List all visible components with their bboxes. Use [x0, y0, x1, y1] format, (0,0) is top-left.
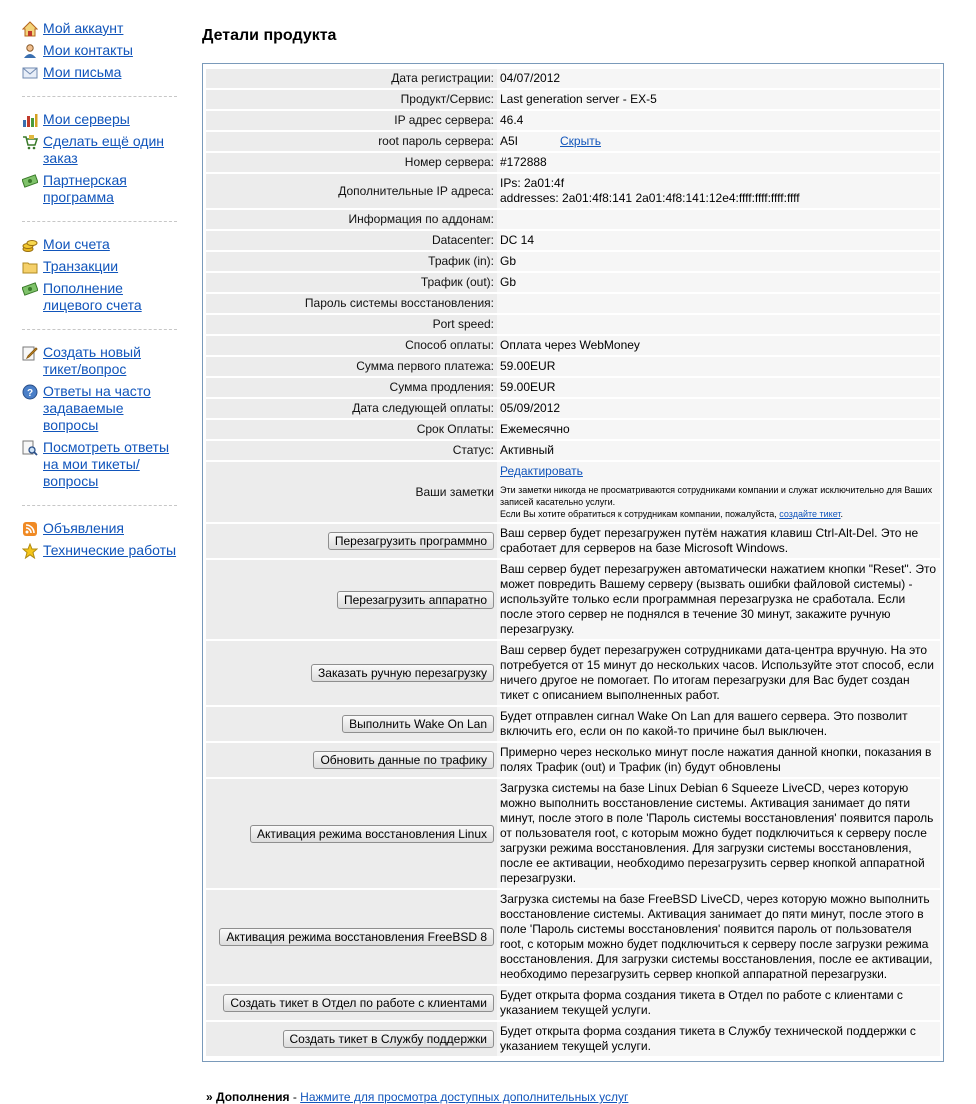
addons-heading: » Дополнения [206, 1090, 290, 1104]
star-icon [22, 543, 38, 559]
detail-value [497, 210, 940, 229]
detail-value [497, 294, 940, 313]
detail-row-root-password [206, 132, 940, 151]
page-title: Детали продукта [202, 27, 337, 44]
root-password-value: A5I [500, 134, 519, 148]
nav-group-support [22, 340, 177, 506]
action-button-cell [206, 524, 497, 558]
nav-group-servers [22, 107, 177, 222]
help-icon [22, 384, 38, 400]
notes-contact-text: Если Вы хотите обратиться к сотрудникам компании, пожалуйста, [500, 509, 777, 519]
action-row-hard-reboot [206, 560, 940, 639]
sidebar-item-transactions[interactable]: Транзакции [22, 258, 177, 275]
action-description: Примерно через несколько минут после нажатия данной кнопки, показания в полях Трафик (out) и Трафик (in) будут обновлены [497, 743, 940, 777]
status-value: Активный [497, 441, 940, 460]
action-description: Ваш сервер будет перезагружен сотрудниками дата-центра вручную. На это потребуется от 15 минут до нескольких часов. Используйте этот способ, если ничего другое не помогает. По итогам перезагрузки для Вас будет создан тикет с описанием выполненных работ. [497, 641, 940, 705]
detail-label: Дополнительные IP адреса: [206, 174, 497, 208]
create-ticket-link[interactable]: создайте тикет [779, 509, 841, 519]
detail-value: Оплата через WebMoney [497, 336, 940, 355]
action-description: Будет отправлен сигнал Wake On Lan для вашего сервера. Это позволит включить его, если он по какой-то причине был выключен. [497, 707, 940, 741]
detail-label: Статус: [206, 441, 497, 460]
sidebar-item-my-contacts[interactable]: Мои контакты [22, 42, 177, 59]
detail-value: Ежемесячно [497, 420, 940, 439]
action-description: Ваш сервер будет перезагружен путём нажатия клавиш Ctrl-Alt-Del. Это не сработает для серверов на базе Microsoft Windows. [497, 524, 940, 558]
extra-ips-prefix: addresses: 2a01:4f8:141 [500, 191, 633, 205]
detail-row-next-due [206, 399, 940, 418]
detail-row-port-speed [206, 315, 940, 334]
sidebar-item-new-ticket[interactable]: Создать новый тикет/вопрос [22, 344, 177, 378]
detail-label: Сумма продления: [206, 378, 497, 397]
addons-separator: - [289, 1090, 301, 1104]
detail-label: Продукт/Сервис: [206, 90, 497, 109]
hard-reboot-button[interactable]: Перезагрузить аппаратно [337, 591, 494, 609]
sidebar-item-my-tickets[interactable]: Посмотреть ответы на мои тикеты/вопросы [22, 439, 177, 490]
refresh-traffic-button[interactable]: Обновить данные по трафику [313, 751, 494, 769]
detail-value: 59.00EUR [497, 378, 940, 397]
product-details-panel [202, 63, 944, 1062]
nav-group-billing [22, 232, 177, 330]
envelope-icon [22, 65, 38, 81]
coins-icon [22, 237, 38, 253]
extra-ips-line [500, 191, 937, 206]
nav-group-account [22, 16, 177, 97]
detail-row-renewal [206, 378, 940, 397]
detail-label: Сумма первого платежа: [206, 357, 497, 376]
folder-icon [22, 259, 38, 275]
detail-label: Datacenter: [206, 231, 497, 250]
detail-value: 05/09/2012 [497, 399, 940, 418]
sidebar-item-my-account[interactable]: Мой аккаунт [22, 20, 177, 37]
detail-label: Номер сервера: [206, 153, 497, 172]
action-button-cell [206, 1022, 497, 1056]
ticket-clients-dept-button[interactable]: Создать тикет в Отдел по работе с клиентами [223, 994, 494, 1012]
detail-label: Ваши заметки [206, 462, 497, 522]
detail-label: Трафик (in): [206, 252, 497, 271]
detail-row-status [206, 441, 940, 460]
action-row-refresh-traffic [206, 743, 940, 777]
action-row-soft-reboot [206, 524, 940, 558]
sidebar-item-my-servers[interactable]: Мои серверы [22, 111, 177, 128]
detail-label: Способ оплаты: [206, 336, 497, 355]
detail-row-payment-method [206, 336, 940, 355]
action-description: Загрузка системы на базе FreeBSD LiveCD, через которую можно выполнить восстановление системы. Активация занимает до пяти минут, после этого в поле 'Пароль системы восстановления' появится пароль от пользователя root, с которым можно будет подключиться к серверу после загрузки режима восстановления. Для загрузки системы восстановления, после ее активации, необходимо перезагрузить сервер кнопкой аппаратной перезагрузки. [497, 890, 940, 984]
detail-value: 04/07/2012 [497, 69, 940, 88]
notes-contact-end: . [840, 509, 844, 519]
action-description: Будет открыта форма создания тикета в Отдел по работе с клиентами с указанием текущей услуги. [497, 986, 940, 1020]
extra-ips-range: 2a01:4f8:141:12e4:ffff:ffff:ffff:ffff [635, 191, 800, 205]
nav-group-news [22, 516, 177, 574]
action-button-cell [206, 986, 497, 1020]
detail-value [497, 315, 940, 334]
person-icon [22, 43, 38, 59]
action-button-cell [206, 641, 497, 705]
extra-ips-line: IPs: 2a01:4f [500, 176, 565, 190]
detail-row-notes [206, 462, 940, 522]
sidebar-item-new-order[interactable]: Сделать ещё один заказ [22, 133, 177, 167]
ticket-support-button[interactable]: Создать тикет в Службу поддержки [283, 1030, 494, 1048]
detail-value: 46.4 [497, 111, 940, 130]
search-doc-icon [22, 440, 38, 456]
hide-password-link[interactable]: Скрыть [560, 134, 601, 148]
sidebar-item-announcements[interactable]: Объявления [22, 520, 177, 537]
detail-row-billing-cycle [206, 420, 940, 439]
sidebar-item-partner-program[interactable]: Партнерская программа [22, 172, 177, 206]
detail-value: Gb [497, 252, 940, 271]
action-button-cell [206, 560, 497, 639]
action-description: Загрузка системы на базе Linux Debian 6 Squeeze LiveCD, через которую можно выполнить восстановление системы. Активация занимает до пяти минут, после этого в поле 'Пароль системы восстановления' появится пароль от пользователя root, с которым можно будет подключиться к серверу после загрузки режима восстановления. Для загрузки системы восстановления, после ее активации, необходимо перезагрузить сервер кнопкой аппаратной перезагрузки. [497, 779, 940, 888]
detail-label: Дата регистрации: [206, 69, 497, 88]
cart-icon [22, 134, 38, 150]
notes-cell [497, 462, 940, 522]
wake-on-lan-button[interactable]: Выполнить Wake On Lan [342, 715, 494, 733]
sidebar-item-my-emails[interactable]: Мои письма [22, 64, 177, 81]
detail-value: Last generation server - EX-5 [497, 90, 940, 109]
detail-row-reg-date [206, 69, 940, 88]
notes-text-line [500, 508, 937, 520]
rss-icon [22, 521, 38, 537]
detail-value: Gb [497, 273, 940, 292]
detail-row-recovery-password [206, 294, 940, 313]
money-icon [22, 281, 38, 297]
action-row-rescue-freebsd [206, 890, 940, 984]
action-row-ticket-support [206, 1022, 940, 1056]
rescue-freebsd-button[interactable]: Активация режима восстановления FreeBSD 8 [219, 928, 494, 946]
sidebar-item-maintenance[interactable]: Технические работы [22, 542, 177, 559]
detail-label: Дата следующей оплаты: [206, 399, 497, 418]
addons-link[interactable]: Нажмите для просмотра доступных дополнительных услуг [300, 1090, 629, 1104]
soft-reboot-button[interactable]: Перезагрузить программно [328, 532, 494, 550]
sidebar [22, 16, 177, 584]
action-row-rescue-linux [206, 779, 940, 888]
detail-label: Информация по аддонам: [206, 210, 497, 229]
action-row-ticket-clients [206, 986, 940, 1020]
detail-label: root пароль сервера: [206, 132, 497, 151]
home-icon [22, 21, 38, 37]
svg-text:?: ? [26, 388, 34, 399]
action-button-cell [206, 707, 497, 741]
detail-value [497, 174, 940, 208]
detail-value: 59.00EUR [497, 357, 940, 376]
action-button-cell [206, 743, 497, 777]
rescue-linux-button[interactable]: Активация режима восстановления Linux [250, 825, 494, 843]
money-icon [22, 173, 38, 189]
detail-value [497, 132, 940, 151]
notes-text-line: Эти заметки никогда не просматриваются сотрудниками компании и служат исключительно для Ваших записей касательно услуги. [500, 485, 933, 507]
detail-row-extra-ips [206, 174, 940, 208]
manual-reboot-button[interactable]: Заказать ручную перезагрузку [311, 664, 494, 682]
detail-value: #172888 [497, 153, 940, 172]
detail-label: Трафик (out): [206, 273, 497, 292]
edit-icon [22, 345, 38, 361]
action-row-wake-on-lan [206, 707, 940, 741]
detail-row-traffic-in [206, 252, 940, 271]
sidebar-item-my-invoices[interactable]: Мои счета [22, 236, 177, 253]
action-row-manual-reboot [206, 641, 940, 705]
bar-chart-icon [22, 112, 38, 128]
detail-value: DC 14 [497, 231, 940, 250]
detail-row-ip [206, 111, 940, 130]
action-button-cell [206, 779, 497, 888]
action-description: Будет открыта форма создания тикета в Службу технической поддержки с указанием текущей услуги. [497, 1022, 940, 1056]
detail-label: IP адрес сервера: [206, 111, 497, 130]
sidebar-item-faq[interactable]: ? Ответы на часто задаваемые вопросы [22, 383, 177, 434]
detail-label: Пароль системы восстановления: [206, 294, 497, 313]
detail-row-addons [206, 210, 940, 229]
detail-label: Port speed: [206, 315, 497, 334]
detail-row-traffic-out [206, 273, 940, 292]
sidebar-item-top-up[interactable]: Пополнение лицевого счета [22, 280, 177, 314]
detail-row-product [206, 90, 940, 109]
edit-notes-link[interactable]: Редактировать [500, 464, 583, 478]
detail-row-server-number [206, 153, 940, 172]
detail-row-first-payment [206, 357, 940, 376]
product-details-table [206, 67, 940, 1058]
action-button-cell [206, 890, 497, 984]
action-description: Ваш сервер будет перезагружен автоматически нажатием кнопки "Reset". Это может повредить Вашему серверу (вызвать ошибки файловой системы) - используйте только если программная перезагрузка не сработала. Если после этого сервер не поднялся в течение 30 минут, закажите ручную перезагрузку. [497, 560, 940, 639]
notes-disclaimer [500, 484, 937, 520]
detail-label: Срок Оплаты: [206, 420, 497, 439]
detail-row-datacenter [206, 231, 940, 250]
